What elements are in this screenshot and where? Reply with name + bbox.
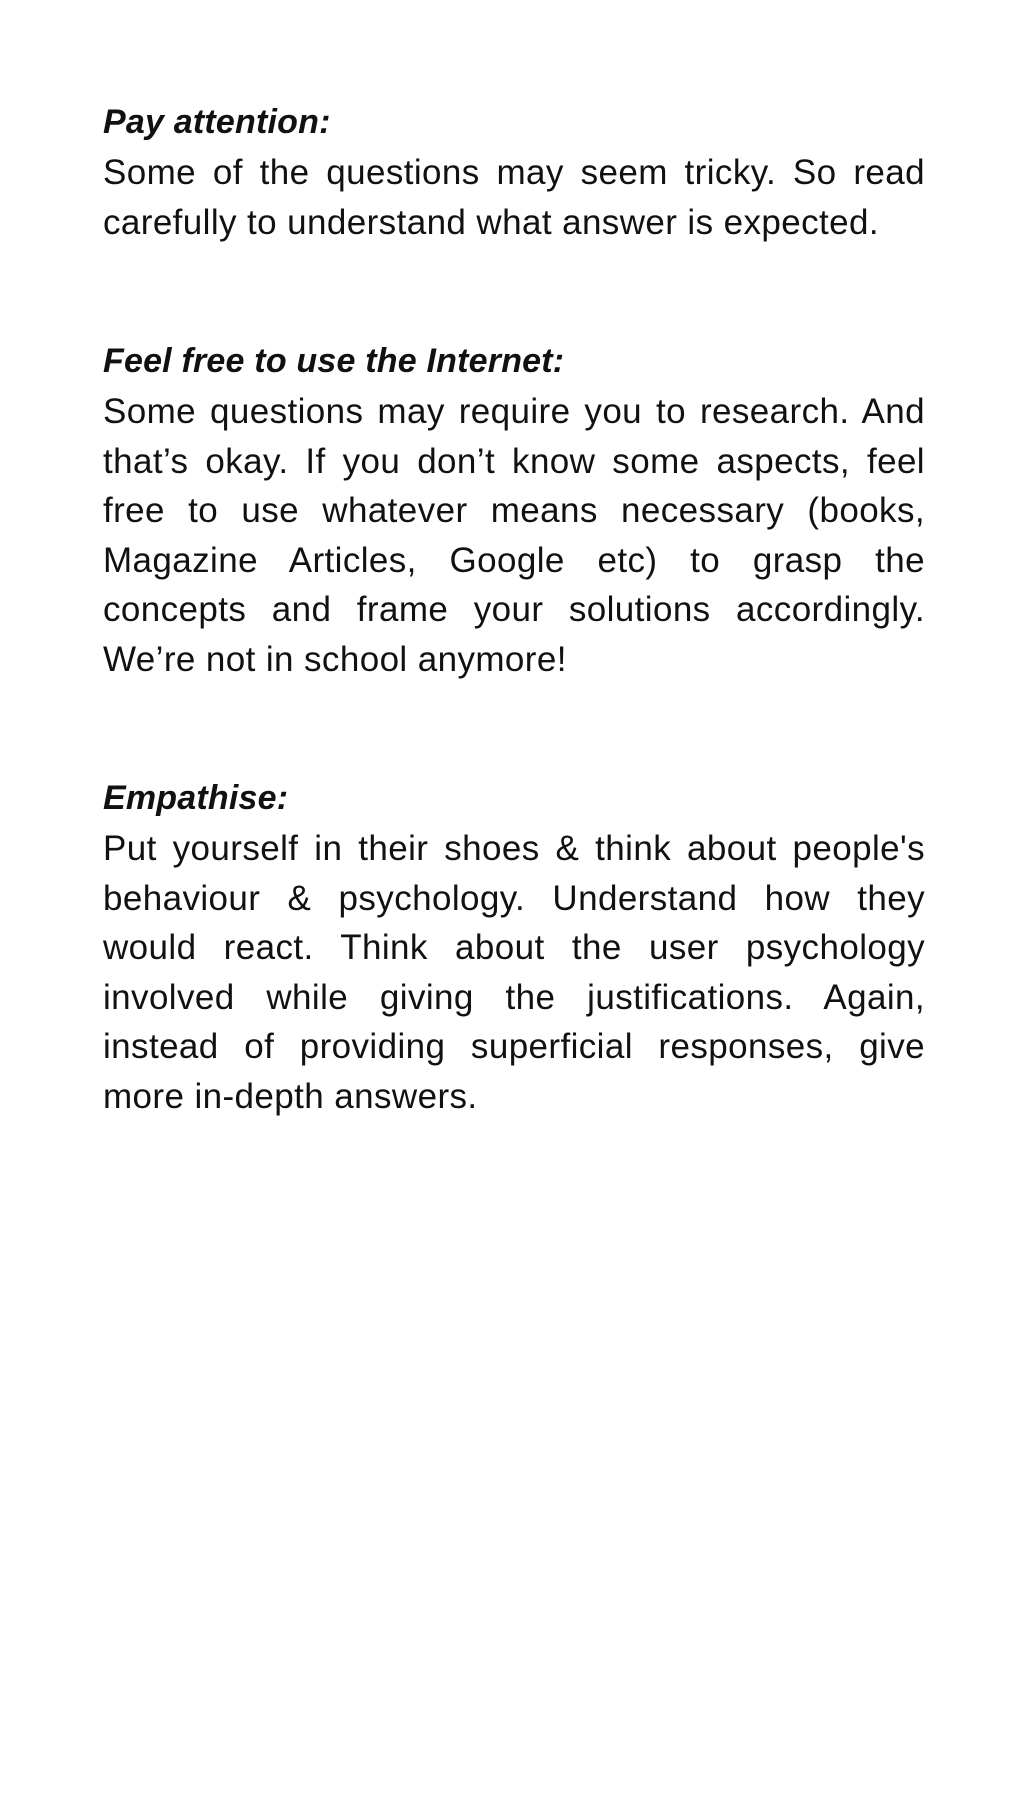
section-body: Some of the questions may seem tricky. So read carefully to understand what answer is expected.: [103, 153, 925, 242]
section-heading: Feel free to use the Internet:: [103, 342, 565, 380]
section-body: Put yourself in their shoes & think about people's behaviour & psychology. Understand how they would react. Think about the user psychology involved while giving the justifications. Again, instead of providing superficial responses, give more in-depth answers.: [103, 829, 925, 1116]
section-heading: Empathise:: [103, 779, 289, 817]
section-body: Some questions may require you to research. And that’s okay. If you don’t know some aspects, feel free to use whatever means necessary (books, Magazine Articles, Google etc) to grasp the concepts and frame your solutions accordingly. We’re not in school anymore!: [103, 392, 925, 679]
section-empathise: [103, 776, 925, 1121]
instructions-document: [103, 100, 925, 1121]
section-use-internet: [103, 339, 925, 684]
section-heading: Pay attention:: [103, 103, 331, 141]
section-pay-attention: [103, 100, 925, 247]
